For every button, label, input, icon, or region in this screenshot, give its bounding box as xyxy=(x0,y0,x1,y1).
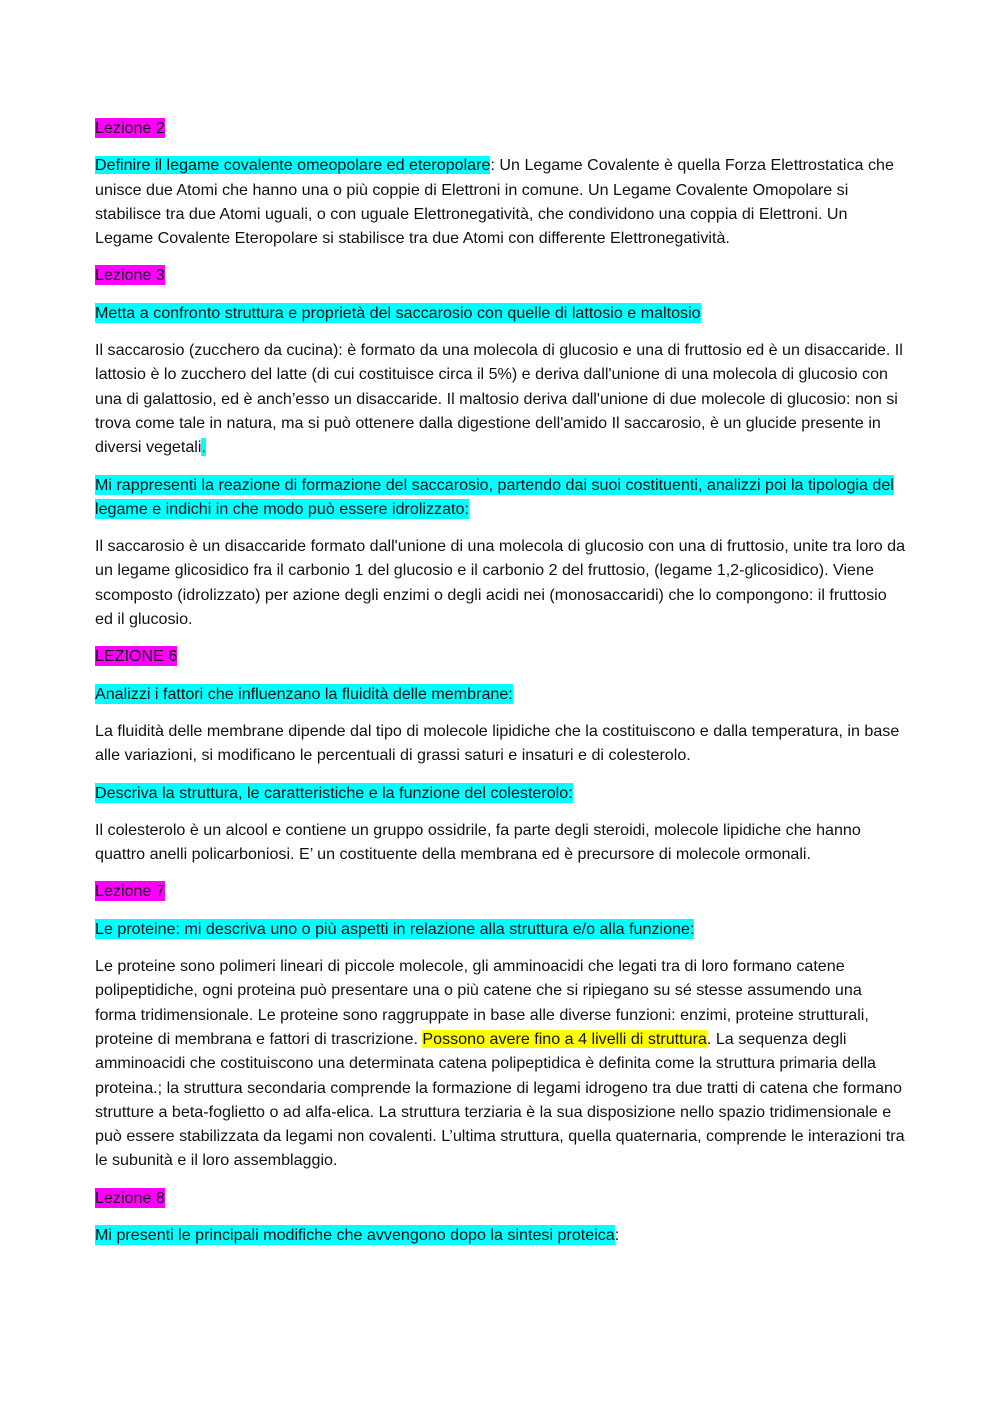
answer-tail: . xyxy=(201,438,206,457)
lesson-heading-6 xyxy=(95,644,905,668)
answer-highlight: Possono avere fino a 4 livelli di struttura xyxy=(422,1029,707,1048)
question-paragraph xyxy=(95,682,905,706)
answer-text: La fluidità delle membrane dipende dal tipo di molecole lipidiche che la costituiscono e dalla temperatura, in base alle variazioni, si modificano le percentuali di grassi saturi e insaturi e di colesterolo. xyxy=(95,721,900,765)
question-text: Mi presenti le principali modifiche che avvengono dopo la sintesi proteica xyxy=(95,1225,615,1244)
lesson-label: Lezione 8 xyxy=(95,1188,165,1207)
lesson-heading-7 xyxy=(95,879,905,903)
answer-paragraph xyxy=(95,338,905,459)
lesson-heading-2 xyxy=(95,116,905,140)
question-paragraph xyxy=(95,917,905,941)
lesson-label: LEZIONE 6 xyxy=(95,647,178,666)
question-paragraph xyxy=(95,1223,905,1247)
question-paragraph xyxy=(95,781,905,805)
answer-paragraph xyxy=(95,719,905,768)
question-text: Descriva la struttura, le caratteristiche e la funzione del colesterolo: xyxy=(95,783,573,802)
question-text: Mi rappresenti la reazione di formazione del saccarosio, partendo dai suoi costituenti, analizzi poi la tipologia del legame e indichi in che modo può essere idrolizzato: xyxy=(95,475,894,518)
answer-text: Il saccarosio è un disaccaride formato dall'unione di una molecola di glucosio con una di fruttosio, unite tra loro da un legame glicosidico fra il carbonio 1 del glucosio e il carbonio 2 del fruttosio, (legame 1,2-glicosidico). Viene scomposto (idrolizzato) per azione degli enzimi o degli acidi nei (monosaccaridi) che lo compongono: il fruttosio ed il glucosio. xyxy=(95,537,906,629)
answer-paragraph xyxy=(95,534,905,631)
answer-text-continued: . La sequenza degli amminoacidi che costituiscono una determinata catena polipeptidica è definita come la struttura primaria della proteina.; la struttura secondaria comprende la formazione di legami idrogeno tra due tratti di catena che formano strutture a beta-foglietto o ad alfa-elica. La struttura terziaria è la sua disposizione nello spazio tridimensionale e può essere stabilizzata da legami non covalenti. L’ultima struttura, quella quaternaria, comprende le interazioni tra le subunità e il loro assemblaggio. xyxy=(95,1029,905,1170)
lesson-label: Lezione 3 xyxy=(95,266,165,285)
question-paragraph xyxy=(95,473,905,522)
question-tail: : xyxy=(614,1225,620,1244)
question-tail: : xyxy=(490,156,495,175)
question-text: Metta a confronto struttura e proprietà del saccarosio con quelle di lattosio e maltosio xyxy=(95,303,701,322)
answer-text: Un Legame Covalente è quella Forza Elettrostatica che unisce due Atomi che hanno una o più coppie di Elettroni in comune. Un Legame Covalente Omopolare si stabilisce tra due Atomi uguali, o con uguale Elettronegatività, che condividono una coppia di Elettroni. Un Legame Covalente Eteropolare si stabilisce tra due Atomi con differente Elettronegatività. xyxy=(95,156,894,248)
answer-paragraph xyxy=(95,818,905,867)
lesson-label: Lezione 2 xyxy=(95,119,165,137)
question-text: Le proteine: mi descriva uno o più aspetti in relazione alla struttura e/o alla funzione: xyxy=(95,919,695,938)
lesson-heading-3 xyxy=(95,263,905,287)
answer-text: Il colesterolo è un alcool e contiene un gruppo ossidrile, fa parte degli steroidi, molecole lipidiche che hanno quattro anelli policarboniosi. E’ un costituente della membrana ed è precursore di molecole ormonali. xyxy=(95,820,861,864)
lesson-label: Lezione 7 xyxy=(95,882,165,901)
question-paragraph xyxy=(95,301,905,325)
answer-paragraph xyxy=(95,153,905,250)
answer-paragraph xyxy=(95,954,905,1173)
question-text: Definire il legame covalente omeopolare ed eteropolare xyxy=(95,156,491,175)
answer-text: Le proteine sono polimeri lineari di piccole molecole, gli amminoacidi che legati tra di loro formano catene polipeptidiche, ogni proteina può presentare una o più catene che si ripiegano su sé stesse assumendo una forma tridimensionale. Le proteine sono raggruppate in base alle diverse funzioni: enzimi, proteine strutturali, proteine di membrana e fattori di trascrizione. xyxy=(95,957,869,1048)
lesson-heading-8 xyxy=(95,1186,905,1210)
answer-text: Il saccarosio (zucchero da cucina): è formato da una molecola di glucosio e una di fruttosio ed è un disaccaride. Il lattosio è lo zucchero del latte (di cui costituisce circa il 5%) e deriva dall'unione di una molecola di glucosio con una di galattosio, ed è anch’esso un disaccaride. Il maltosio deriva dall'unione di due molecole di glucosio: non si trova come tale in natura, ma si può ottenere dalla digestione dell'amido Il saccarosio, è un glucide presente in diversi vegetali xyxy=(95,341,903,457)
question-text: Analizzi i fattori che influenzano la fluidità delle membrane: xyxy=(95,684,513,703)
